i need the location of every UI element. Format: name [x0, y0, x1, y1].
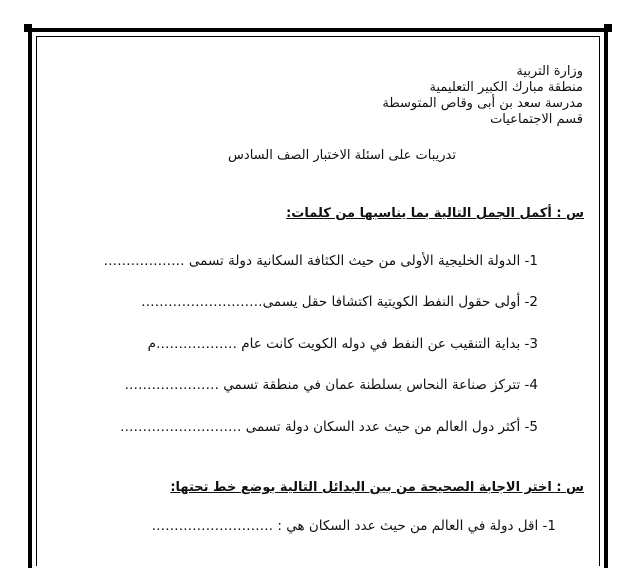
document-subtitle: تدريبات على اسئلة الاختبار الصف السادس — [228, 148, 456, 163]
header-department: قسم الاجتماعيات — [490, 112, 583, 127]
question-item: 3- بداية التنقيب عن النفط في دوله الكويت كانت عام ………………م — [147, 336, 538, 352]
section-title-complete: س : أكمل الجمل التالية بما يناسبها من كلمات: — [286, 206, 584, 221]
question-item: 5- أكثر دول العالم من حيث عدد السكان دولة تسمى ……………………… — [120, 419, 538, 435]
header-school: مدرسة سعد بن أبى وقاص المتوسطة — [382, 96, 583, 111]
header-ministry: وزارة التربية — [516, 64, 583, 79]
header-district: منطقة مبارك الكبير التعليمية — [429, 80, 583, 95]
question-item: 1- اقل دولة في العالم من حيث عدد السكان هي : ……………………… — [151, 518, 556, 534]
question-item: 1- الدولة الخليجية الأولى من حيث الكثافة السكانية دولة تسمى ……………… — [103, 253, 538, 269]
section-title-choose: س : اختر الاجابة الصحيحة من بين البدائل التالية بوضع خط تحتها: — [170, 480, 584, 495]
question-item: 4- تتركز صناعة النحاس بسلطنة عمان في منطقة تسمي ………………… — [124, 377, 538, 393]
question-item: 2- أولى حقول النفط الكويتية اكتشافا حقل يسمى……………………… — [141, 294, 538, 310]
